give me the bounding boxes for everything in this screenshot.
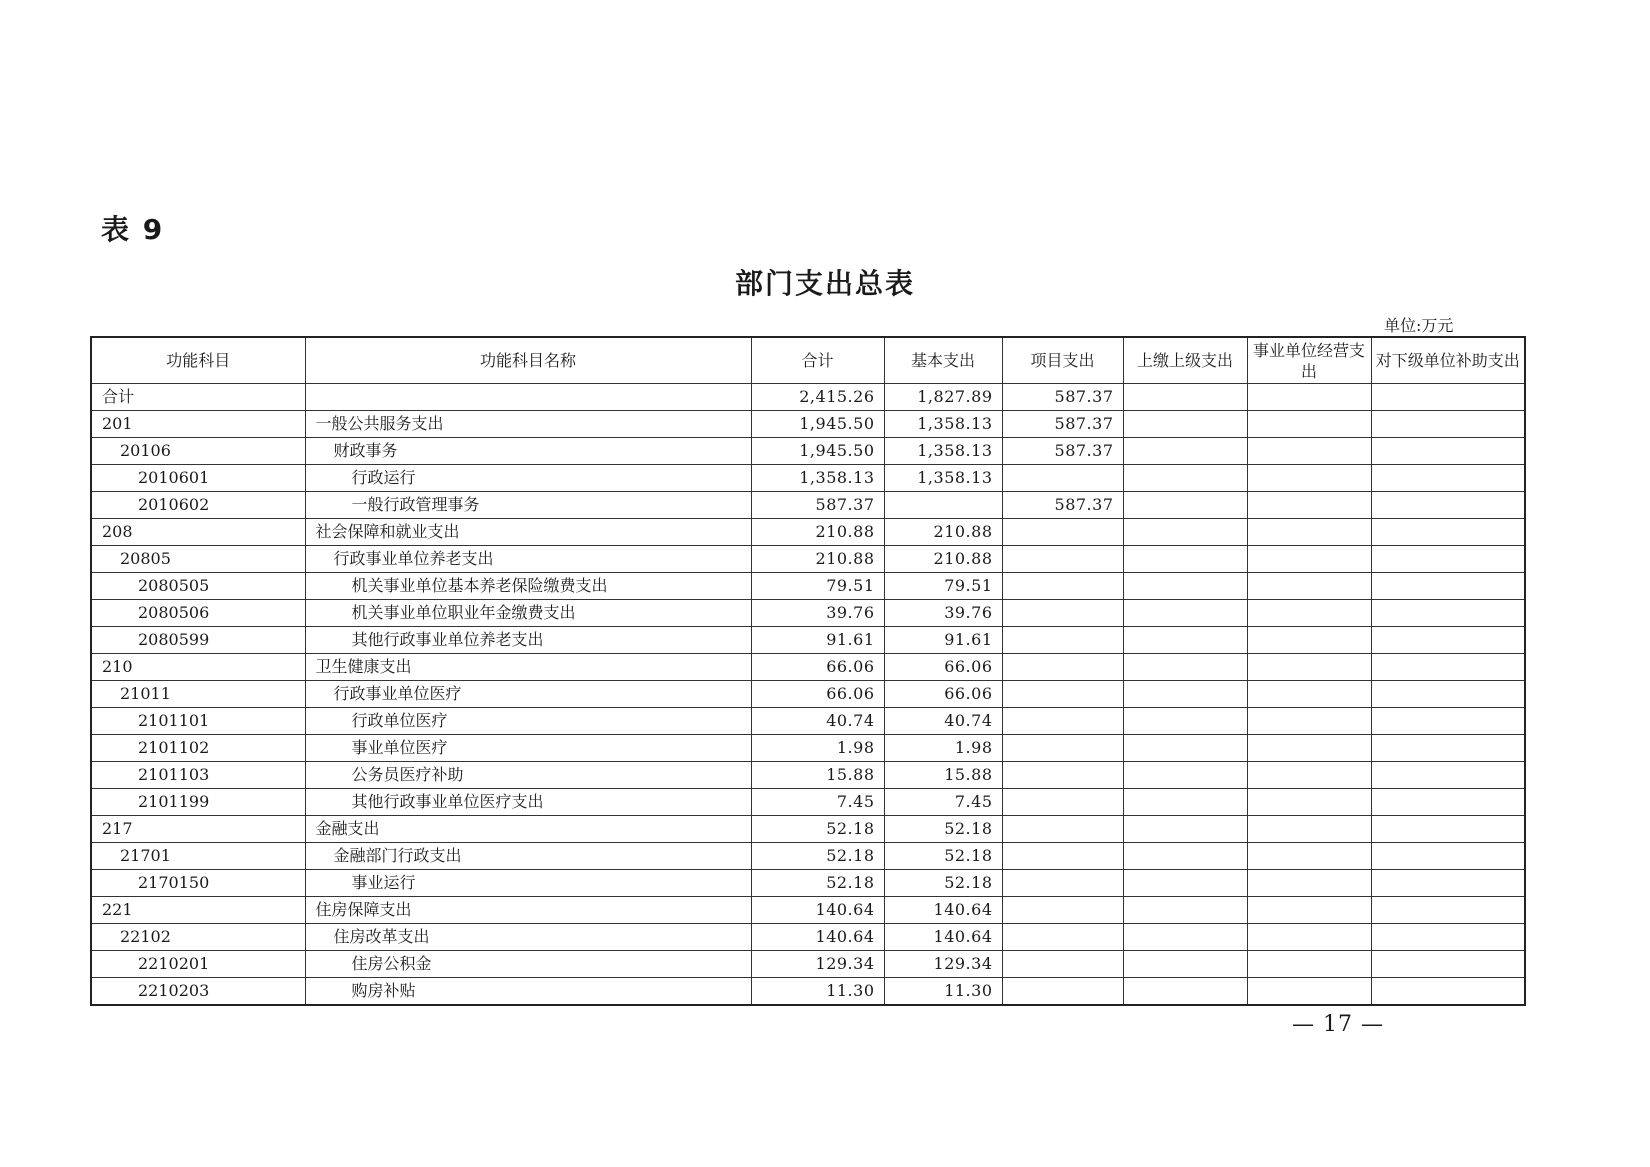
cell-subsidy bbox=[1371, 762, 1525, 789]
table-body bbox=[91, 384, 1525, 1006]
header-business: 事业单位经营支出 bbox=[1247, 337, 1371, 384]
cell-total: 66.06 bbox=[751, 681, 884, 708]
cell-code: 2080599 bbox=[91, 627, 305, 654]
cell-code: 2010602 bbox=[91, 492, 305, 519]
cell-code: 2101103 bbox=[91, 762, 305, 789]
cell-project bbox=[1002, 627, 1123, 654]
table-row bbox=[91, 627, 1525, 654]
cell-upper bbox=[1123, 600, 1247, 627]
cell-total: 52.18 bbox=[751, 843, 884, 870]
cell-basic: 66.06 bbox=[884, 681, 1002, 708]
cell-name: 事业运行 bbox=[305, 870, 751, 897]
cell-name: 其他行政事业单位养老支出 bbox=[305, 627, 751, 654]
cell-project bbox=[1002, 816, 1123, 843]
cell-upper bbox=[1123, 519, 1247, 546]
cell-total: 129.34 bbox=[751, 951, 884, 978]
cell-total: 52.18 bbox=[751, 870, 884, 897]
table-row bbox=[91, 681, 1525, 708]
cell-subsidy bbox=[1371, 573, 1525, 600]
table-row bbox=[91, 492, 1525, 519]
cell-name: 住房改革支出 bbox=[305, 924, 751, 951]
cell-code: 21011 bbox=[91, 681, 305, 708]
cell-business bbox=[1247, 870, 1371, 897]
cell-upper bbox=[1123, 573, 1247, 600]
cell-code: 2101101 bbox=[91, 708, 305, 735]
cell-upper bbox=[1123, 708, 1247, 735]
cell-basic: 129.34 bbox=[884, 951, 1002, 978]
cell-subsidy bbox=[1371, 492, 1525, 519]
cell-subsidy bbox=[1371, 789, 1525, 816]
table-row bbox=[91, 573, 1525, 600]
cell-project bbox=[1002, 600, 1123, 627]
document-title: 部门支出总表 bbox=[734, 267, 915, 300]
cell-basic: 210.88 bbox=[884, 519, 1002, 546]
cell-name: 其他行政事业单位医疗支出 bbox=[305, 789, 751, 816]
cell-total: 40.74 bbox=[751, 708, 884, 735]
expense-table bbox=[90, 336, 1526, 1006]
cell-upper bbox=[1123, 816, 1247, 843]
cell-project bbox=[1002, 951, 1123, 978]
cell-code: 217 bbox=[91, 816, 305, 843]
header-row bbox=[91, 337, 1525, 384]
cell-code: 2080506 bbox=[91, 600, 305, 627]
cell-code: 201 bbox=[91, 411, 305, 438]
cell-business bbox=[1247, 384, 1371, 411]
cell-total: 66.06 bbox=[751, 654, 884, 681]
table-row bbox=[91, 924, 1525, 951]
cell-subsidy bbox=[1371, 708, 1525, 735]
cell-subsidy bbox=[1371, 924, 1525, 951]
cell-basic: 91.61 bbox=[884, 627, 1002, 654]
cell-business bbox=[1247, 735, 1371, 762]
header-project: 项目支出 bbox=[1002, 337, 1123, 384]
cell-subsidy bbox=[1371, 897, 1525, 924]
unit-note: 单位:万元 bbox=[1384, 316, 1454, 335]
cell-project bbox=[1002, 870, 1123, 897]
table-row bbox=[91, 870, 1525, 897]
table-row bbox=[91, 735, 1525, 762]
cell-business bbox=[1247, 492, 1371, 519]
cell-basic: 1,358.13 bbox=[884, 465, 1002, 492]
cell-basic: 1,358.13 bbox=[884, 438, 1002, 465]
cell-basic: 66.06 bbox=[884, 654, 1002, 681]
cell-upper bbox=[1123, 843, 1247, 870]
cell-business bbox=[1247, 816, 1371, 843]
header-subsidy: 对下级单位补助支出 bbox=[1371, 337, 1525, 384]
cell-total: 587.37 bbox=[751, 492, 884, 519]
cell-name: 购房补贴 bbox=[305, 978, 751, 1006]
cell-name: 机关事业单位职业年金缴费支出 bbox=[305, 600, 751, 627]
cell-name: 行政事业单位养老支出 bbox=[305, 546, 751, 573]
cell-business bbox=[1247, 411, 1371, 438]
cell-business bbox=[1247, 789, 1371, 816]
cell-upper bbox=[1123, 492, 1247, 519]
cell-upper bbox=[1123, 465, 1247, 492]
cell-total: 1,945.50 bbox=[751, 411, 884, 438]
cell-code: 2210203 bbox=[91, 978, 305, 1006]
cell-business bbox=[1247, 519, 1371, 546]
cell-business bbox=[1247, 654, 1371, 681]
cell-business bbox=[1247, 978, 1371, 1006]
cell-code: 210 bbox=[91, 654, 305, 681]
cell-upper bbox=[1123, 762, 1247, 789]
cell-upper bbox=[1123, 870, 1247, 897]
cell-subsidy bbox=[1371, 546, 1525, 573]
header-name: 功能科目名称 bbox=[305, 337, 751, 384]
cell-project bbox=[1002, 654, 1123, 681]
cell-business bbox=[1247, 708, 1371, 735]
cell-code: 2101102 bbox=[91, 735, 305, 762]
cell-total: 79.51 bbox=[751, 573, 884, 600]
cell-basic: 11.30 bbox=[884, 978, 1002, 1006]
cell-basic: 39.76 bbox=[884, 600, 1002, 627]
cell-business bbox=[1247, 951, 1371, 978]
cell-subsidy bbox=[1371, 519, 1525, 546]
cell-code: 21701 bbox=[91, 843, 305, 870]
cell-subsidy bbox=[1371, 735, 1525, 762]
cell-total: 15.88 bbox=[751, 762, 884, 789]
cell-basic: 1,827.89 bbox=[884, 384, 1002, 411]
cell-code: 合计 bbox=[91, 384, 305, 411]
cell-project bbox=[1002, 681, 1123, 708]
cell-name: 住房公积金 bbox=[305, 951, 751, 978]
cell-project bbox=[1002, 762, 1123, 789]
cell-subsidy bbox=[1371, 843, 1525, 870]
table-row bbox=[91, 951, 1525, 978]
table-row bbox=[91, 546, 1525, 573]
cell-name: 金融支出 bbox=[305, 816, 751, 843]
cell-name bbox=[305, 384, 751, 411]
cell-upper bbox=[1123, 411, 1247, 438]
cell-upper bbox=[1123, 654, 1247, 681]
cell-subsidy bbox=[1371, 816, 1525, 843]
cell-code: 2101199 bbox=[91, 789, 305, 816]
table-row bbox=[91, 384, 1525, 411]
cell-total: 210.88 bbox=[751, 519, 884, 546]
header-code: 功能科目 bbox=[91, 337, 305, 384]
cell-business bbox=[1247, 465, 1371, 492]
cell-name: 卫生健康支出 bbox=[305, 654, 751, 681]
cell-total: 7.45 bbox=[751, 789, 884, 816]
cell-business bbox=[1247, 600, 1371, 627]
table-row bbox=[91, 411, 1525, 438]
cell-total: 1,358.13 bbox=[751, 465, 884, 492]
cell-business bbox=[1247, 627, 1371, 654]
cell-subsidy bbox=[1371, 951, 1525, 978]
cell-project: 587.37 bbox=[1002, 438, 1123, 465]
cell-name: 一般公共服务支出 bbox=[305, 411, 751, 438]
cell-project: 587.37 bbox=[1002, 411, 1123, 438]
cell-project: 587.37 bbox=[1002, 492, 1123, 519]
cell-project bbox=[1002, 465, 1123, 492]
cell-basic bbox=[884, 492, 1002, 519]
cell-basic: 15.88 bbox=[884, 762, 1002, 789]
cell-upper bbox=[1123, 546, 1247, 573]
cell-name: 一般行政管理事务 bbox=[305, 492, 751, 519]
cell-upper bbox=[1123, 384, 1247, 411]
cell-subsidy bbox=[1371, 384, 1525, 411]
cell-total: 11.30 bbox=[751, 978, 884, 1006]
cell-name: 行政运行 bbox=[305, 465, 751, 492]
cell-project bbox=[1002, 924, 1123, 951]
cell-total: 1.98 bbox=[751, 735, 884, 762]
cell-basic: 1.98 bbox=[884, 735, 1002, 762]
cell-upper bbox=[1123, 735, 1247, 762]
cell-basic: 7.45 bbox=[884, 789, 1002, 816]
cell-upper bbox=[1123, 681, 1247, 708]
cell-total: 1,945.50 bbox=[751, 438, 884, 465]
cell-code: 208 bbox=[91, 519, 305, 546]
cell-project bbox=[1002, 978, 1123, 1006]
cell-subsidy bbox=[1371, 870, 1525, 897]
cell-basic: 1,358.13 bbox=[884, 411, 1002, 438]
cell-code: 2210201 bbox=[91, 951, 305, 978]
cell-basic: 140.64 bbox=[884, 897, 1002, 924]
cell-basic: 52.18 bbox=[884, 816, 1002, 843]
cell-subsidy bbox=[1371, 411, 1525, 438]
cell-name: 社会保障和就业支出 bbox=[305, 519, 751, 546]
cell-project bbox=[1002, 573, 1123, 600]
cell-upper bbox=[1123, 627, 1247, 654]
cell-code: 20805 bbox=[91, 546, 305, 573]
cell-total: 140.64 bbox=[751, 924, 884, 951]
page-number: — 17 — bbox=[1292, 1012, 1384, 1037]
cell-total: 39.76 bbox=[751, 600, 884, 627]
cell-name: 机关事业单位基本养老保险缴费支出 bbox=[305, 573, 751, 600]
cell-basic: 210.88 bbox=[884, 546, 1002, 573]
cell-name: 行政单位医疗 bbox=[305, 708, 751, 735]
cell-project bbox=[1002, 708, 1123, 735]
cell-subsidy bbox=[1371, 627, 1525, 654]
cell-business bbox=[1247, 681, 1371, 708]
cell-total: 91.61 bbox=[751, 627, 884, 654]
cell-basic: 52.18 bbox=[884, 843, 1002, 870]
cell-upper bbox=[1123, 924, 1247, 951]
cell-business bbox=[1247, 438, 1371, 465]
table-row bbox=[91, 465, 1525, 492]
cell-project bbox=[1002, 789, 1123, 816]
table-row bbox=[91, 600, 1525, 627]
cell-project bbox=[1002, 843, 1123, 870]
cell-upper bbox=[1123, 978, 1247, 1006]
cell-name: 金融部门行政支出 bbox=[305, 843, 751, 870]
cell-upper bbox=[1123, 438, 1247, 465]
table-row bbox=[91, 519, 1525, 546]
cell-business bbox=[1247, 762, 1371, 789]
cell-project bbox=[1002, 897, 1123, 924]
table-row bbox=[91, 438, 1525, 465]
cell-upper bbox=[1123, 951, 1247, 978]
table-row bbox=[91, 789, 1525, 816]
cell-code: 2080505 bbox=[91, 573, 305, 600]
cell-project bbox=[1002, 735, 1123, 762]
cell-business bbox=[1247, 897, 1371, 924]
header-basic: 基本支出 bbox=[884, 337, 1002, 384]
cell-project: 587.37 bbox=[1002, 384, 1123, 411]
cell-subsidy bbox=[1371, 600, 1525, 627]
cell-business bbox=[1247, 546, 1371, 573]
cell-basic: 140.64 bbox=[884, 924, 1002, 951]
cell-business bbox=[1247, 573, 1371, 600]
cell-subsidy bbox=[1371, 438, 1525, 465]
table-row bbox=[91, 654, 1525, 681]
header-total: 合计 bbox=[751, 337, 884, 384]
cell-name: 公务员医疗补助 bbox=[305, 762, 751, 789]
cell-name: 事业单位医疗 bbox=[305, 735, 751, 762]
cell-upper bbox=[1123, 897, 1247, 924]
cell-name: 行政事业单位医疗 bbox=[305, 681, 751, 708]
cell-code: 221 bbox=[91, 897, 305, 924]
table-row bbox=[91, 843, 1525, 870]
cell-subsidy bbox=[1371, 654, 1525, 681]
cell-subsidy bbox=[1371, 978, 1525, 1006]
cell-subsidy bbox=[1371, 681, 1525, 708]
cell-total: 2,415.26 bbox=[751, 384, 884, 411]
cell-upper bbox=[1123, 789, 1247, 816]
table-row bbox=[91, 708, 1525, 735]
cell-basic: 79.51 bbox=[884, 573, 1002, 600]
header-upper: 上缴上级支出 bbox=[1123, 337, 1247, 384]
cell-code: 22102 bbox=[91, 924, 305, 951]
cell-code: 2010601 bbox=[91, 465, 305, 492]
cell-total: 210.88 bbox=[751, 546, 884, 573]
cell-name: 住房保障支出 bbox=[305, 897, 751, 924]
cell-basic: 52.18 bbox=[884, 870, 1002, 897]
cell-name: 财政事务 bbox=[305, 438, 751, 465]
cell-project bbox=[1002, 546, 1123, 573]
table-label: 表 9 bbox=[101, 213, 165, 246]
table-row bbox=[91, 897, 1525, 924]
cell-code: 20106 bbox=[91, 438, 305, 465]
cell-business bbox=[1247, 924, 1371, 951]
table-row bbox=[91, 762, 1525, 789]
table-row bbox=[91, 816, 1525, 843]
cell-total: 52.18 bbox=[751, 816, 884, 843]
cell-code: 2170150 bbox=[91, 870, 305, 897]
table-row bbox=[91, 978, 1525, 1006]
cell-project bbox=[1002, 519, 1123, 546]
cell-basic: 40.74 bbox=[884, 708, 1002, 735]
cell-subsidy bbox=[1371, 465, 1525, 492]
cell-total: 140.64 bbox=[751, 897, 884, 924]
cell-business bbox=[1247, 843, 1371, 870]
